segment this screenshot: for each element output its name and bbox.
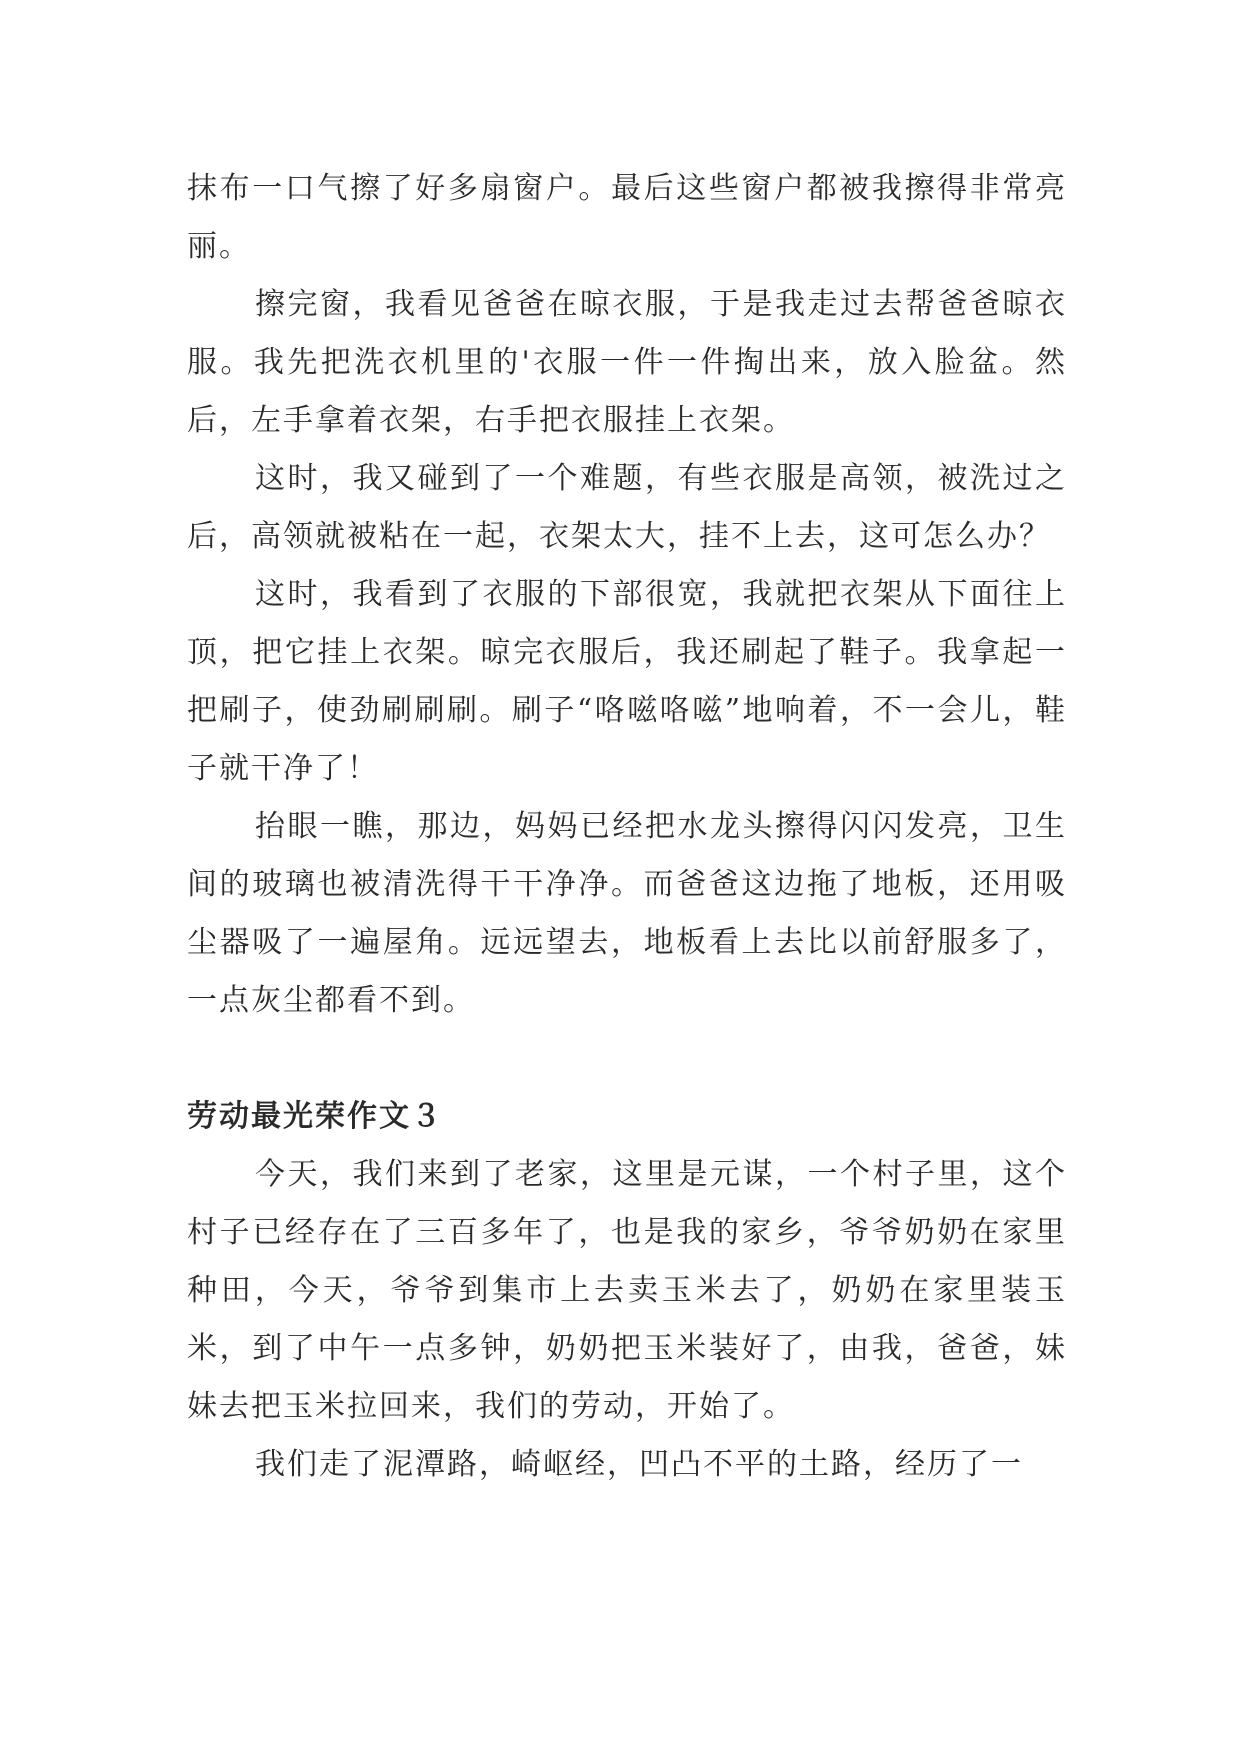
document-body: [187, 160, 1067, 1494]
paragraph: 擦完窗，我看见爸爸在晾衣服，于是我走过去帮爸爸晾衣服。我先把洗衣机里的'衣服一件一件掏出来，放入脸盆。然后，左手拿着衣架，右手把衣服挂上衣架。: [187, 287, 1067, 438]
paragraph: 这时，我看到了衣服的下部很宽，我就把衣架从下面往上顶，把它挂上衣架。晾完衣服后，我还刷起了鞋子。我拿起一把刷子，使劲刷刷刷。刷子“咯嗞咯嗞”地响着，不一会儿，鞋子就干净了！: [187, 577, 1067, 786]
paragraph: 今天，我们来到了老家，这里是元谋，一个村子里，这个村子已经存在了三百多年了，也是我的家乡，爷爷奶奶在家里种田，今天，爷爷到集市上去卖玉米去了，奶奶在家里装玉米，到了中午一点多钟，奶奶把玉米装好了，由我，爸爸，妹妹去把玉米拉回来，我们的劳动，开始了。: [187, 1157, 1067, 1424]
paragraph: 抬眼一瞧，那边，妈妈已经把水龙头擦得闪闪发亮，卫生间的玻璃也被清洗得干干净净。而爸爸这边拖了地板，还用吸尘器吸了一遍屋角。远远望去，地板看上去比以前舒服多了，一点灰尘都看不到。: [187, 809, 1067, 1018]
paragraph: 这时，我又碰到了一个难题，有些衣服是高领，被洗过之后，高领就被粘在一起，衣架太大，挂不上去，这可怎么办？: [187, 461, 1067, 554]
section-heading: 劳动最光荣作文３: [187, 1099, 443, 1134]
paragraph-continued: 抹布一口气擦了好多扇窗户。最后这些窗户都被我擦得非常亮丽。: [187, 171, 1067, 264]
paragraph: 我们走了泥潭路，崎岖经，凹凸不平的土路，经历了一: [255, 1447, 1023, 1482]
